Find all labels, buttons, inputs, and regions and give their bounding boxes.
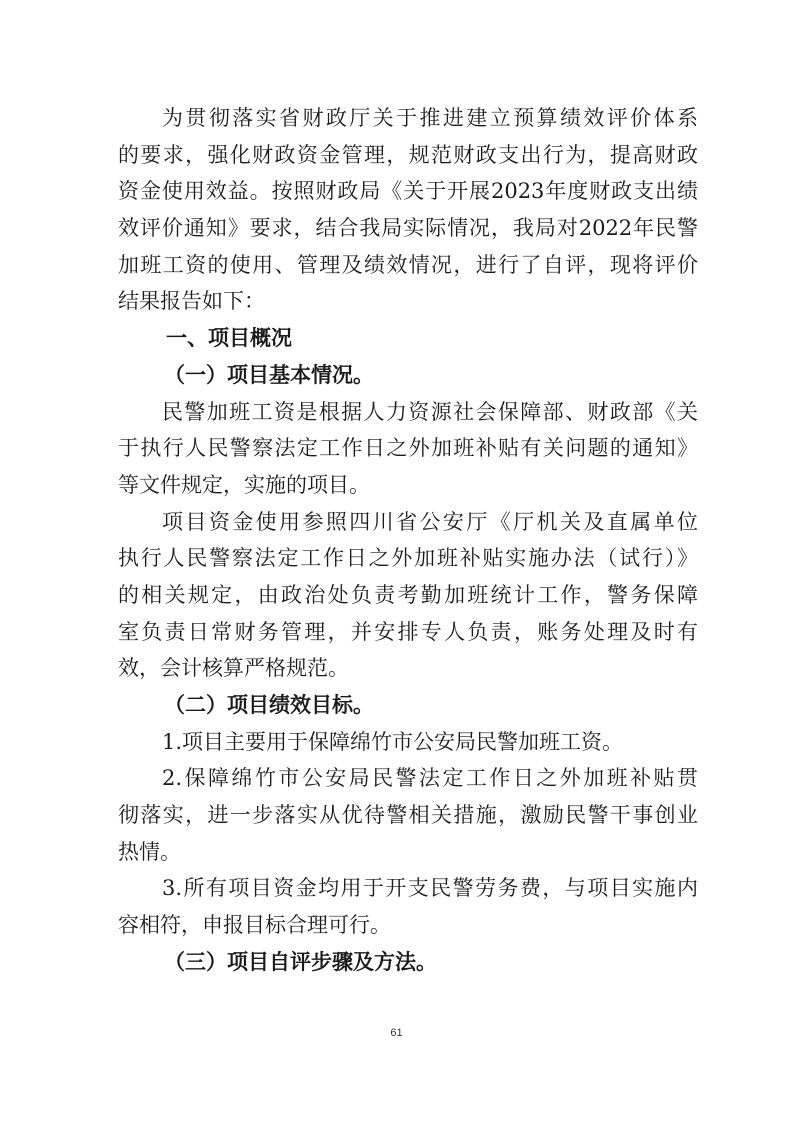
- paragraph-line: 于执行人民警察法定工作日之外加班补贴有关问题的通知》: [118, 436, 698, 461]
- paragraph-line: 彻落实，进一步落实从优待警相关措施，激励民警干事创业: [118, 803, 698, 828]
- body-text: [118, 100, 698, 981]
- paragraph-line: 1.项目主要用于保障绵竹市公安局民警加班工资。: [162, 729, 624, 754]
- paragraph-line: 加班工资的使用、管理及绩效情况，进行了自评，现将评价: [118, 252, 698, 277]
- paragraph-line: 执行人民警察法定工作日之外加班补贴实施办法（试行）》: [118, 546, 698, 571]
- paragraph-line: 效评价通知》要求，结合我局实际情况，我局对2022年民警: [118, 216, 698, 241]
- paragraph-line: 的相关规定，由政治处负责考勤加班统计工作，警务保障: [118, 582, 698, 607]
- paragraph-line: 容相符，申报目标合理可行。: [118, 913, 391, 938]
- paragraph-line: 2.保障绵竹市公安局民警法定工作日之外加班补贴贯: [162, 766, 698, 791]
- subsection-heading: （二）项目绩效目标。: [164, 692, 374, 717]
- subsection-heading: （一）项目基本情况。: [164, 361, 374, 387]
- paragraph-line: 效，会计核算严格规范。: [118, 656, 349, 681]
- paragraph-line: 等文件规定，实施的项目。: [118, 472, 370, 497]
- paragraph-line: 结果报告如下：: [118, 289, 265, 314]
- paragraph-line: 民警加班工资是根据人力资源社会保障部、财政部《关: [162, 399, 698, 424]
- section-heading: 一、项目概况: [166, 326, 292, 351]
- paragraph-line: 资金使用效益。按照财政局《关于开展2023年度财政支出绩: [118, 179, 698, 204]
- subsection-heading: （三）项目自评步骤及方法。: [164, 948, 437, 974]
- paragraph-line: 为贯彻落实省财政厅关于推进建立预算绩效评价体系: [162, 106, 698, 130]
- page-number: 61: [390, 1027, 403, 1039]
- paragraph-line: 3.所有项目资金均用于开支民警劳务费，与项目实施内: [162, 876, 698, 901]
- paragraph-line: 项目资金使用参照四川省公安厅《厅机关及直属单位: [162, 509, 698, 534]
- paragraph-line: 热情。: [118, 839, 181, 864]
- paragraph-line: 的要求，强化财政资金管理，规范财政支出行为，提高财政: [118, 142, 698, 167]
- paragraph-line: 室负责日常财务管理，并安排专人负责，账务处理及时有: [118, 619, 698, 644]
